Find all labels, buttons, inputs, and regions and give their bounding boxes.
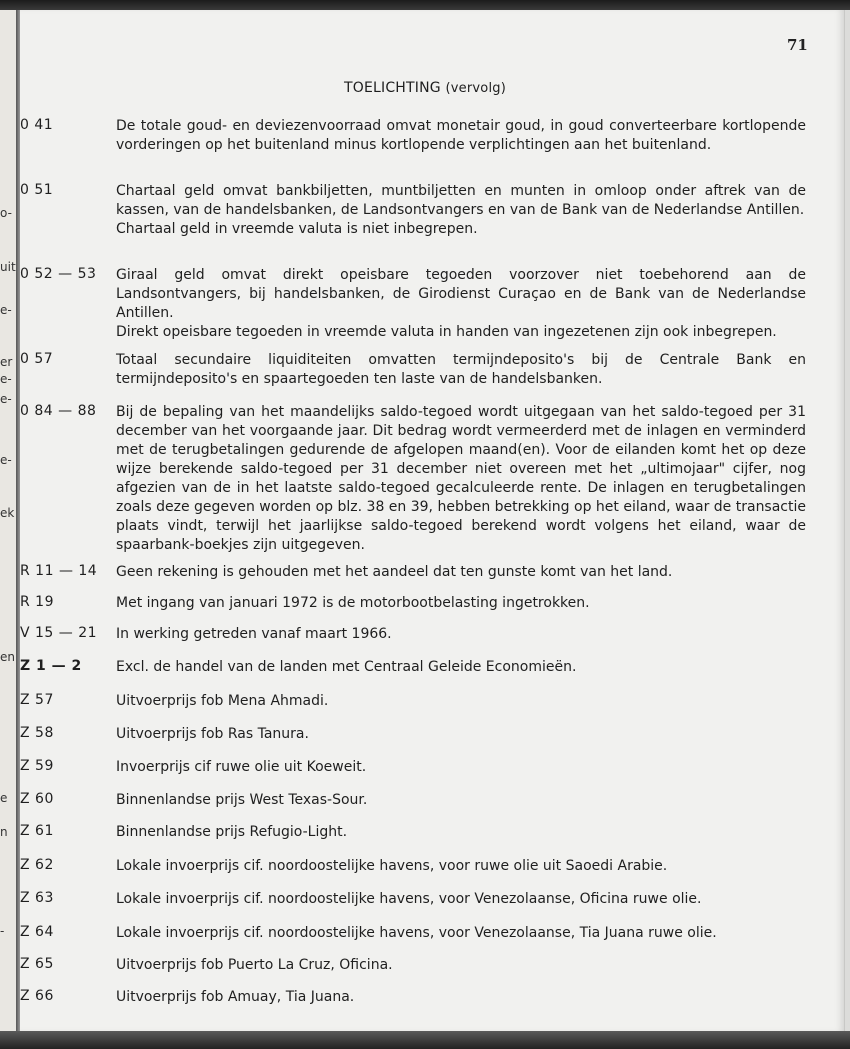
margin-fragment: e	[0, 791, 8, 805]
note-text	[116, 563, 806, 582]
note-text	[116, 692, 806, 711]
note-code: Z 66	[20, 988, 54, 1004]
page-number: 71	[787, 36, 808, 54]
note-code: Z 65	[20, 956, 54, 972]
note-code: 0 84 — 88	[20, 403, 97, 419]
note-text	[116, 791, 806, 810]
note-paragraph: Met ingang van januari 1972 is de motorbootbelasting ingetrokken.	[116, 595, 590, 611]
note-code: Z 62	[20, 857, 54, 873]
note-paragraph: Chartaal geld omvat bankbiljetten, muntbiljetten en munten in omloop onder aftrek van de kassen, van de handelsbanken, de Landsontvangers en van de Bank van de Nederlandse Antillen.	[116, 183, 806, 218]
note-code: V 15 — 21	[20, 625, 98, 641]
note-paragraph: Lokale invoerprijs cif. noordoostelijke havens, voor ruwe olie uit Saoedi Arabie.	[116, 858, 668, 874]
margin-fragment: e-	[0, 392, 12, 406]
note-text	[116, 625, 806, 644]
note-code: Z 64	[20, 924, 54, 940]
note-paragraph: In werking getreden vanaf maart 1966.	[116, 626, 392, 642]
note-text	[116, 594, 806, 613]
title-sub: (vervolg)	[445, 81, 506, 96]
note-code: 0 51	[20, 182, 54, 198]
note-paragraph: Lokale invoerprijs cif. noordoostelijke havens, voor Venezolaanse, Oficina ruwe olie.	[116, 891, 702, 907]
book-bottom-edge	[0, 1031, 850, 1049]
book-top-edge	[0, 0, 850, 10]
note-paragraph: Binnenlandse prijs West Texas-Sour.	[116, 792, 368, 808]
page-stack-edge	[844, 10, 850, 1031]
note-code: 0 52 — 53	[20, 266, 97, 282]
note-code: Z 61	[20, 823, 54, 839]
note-text	[116, 725, 806, 744]
margin-fragment: er	[0, 355, 13, 369]
note-text	[116, 351, 806, 389]
note-paragraph: Invoerprijs cif ruwe olie uit Koeweit.	[116, 759, 367, 775]
note-paragraph: Giraal geld omvat direkt opeisbare tegoeden voorzover niet toebehorend aan de Landsontvangers, bij handelsbanken, de Girodienst Curaçao en de Bank van de Nederlandse Antillen.	[116, 267, 806, 321]
note-text	[116, 403, 806, 555]
note-paragraph: Direkt opeisbare tegoeden in vreemde valuta in handen van ingezetenen zijn ook inbegrepen.	[116, 324, 777, 340]
note-paragraph: Chartaal geld in vreemde valuta is niet inbegrepen.	[116, 221, 478, 237]
note-text	[116, 890, 806, 909]
note-code: 0 57	[20, 351, 54, 367]
margin-fragment: o-	[0, 206, 12, 220]
note-paragraph: De totale goud- en deviezenvoorraad omvat monetair goud, in goud converteerbare kortlopende vorderingen op het buitenland minus kortlopende verplichtingen aan het buitenland.	[116, 118, 806, 153]
note-paragraph: Uitvoerprijs fob Mena Ahmadi.	[116, 693, 329, 709]
note-paragraph: Uitvoerprijs fob Ras Tanura.	[116, 726, 309, 742]
margin-fragment: -	[0, 924, 5, 938]
margin-fragment: e-	[0, 372, 12, 386]
title-main: TOELICHTING	[343, 80, 441, 96]
note-code: Z 63	[20, 890, 54, 906]
note-code: Z 1 — 2	[20, 658, 82, 674]
note-paragraph: Bij de bepaling van het maandelijks saldo-tegoed wordt uitgegaan van het saldo-tegoed per 31 december van het voorgaande jaar. Dit bedrag wordt vermeerderd met de inlagen en verminderd met de terugbetalingen gedurende de afgelopen maand(en). Voor de eilanden komt het op deze wijze berekende saldo-tegoed per 31 december niet overeen met het „ultimojaar" cijfer, nog afgezien van de in het laatste saldo-tegoed gecalculeerde rente. De inlagen en terugbetalingen zoals deze gegeven worden op blz. 38 en 39, hebben betrekking op het eiland, waar de transactie plaats vindt, terwijl het jaarlijkse saldo-tegoed berekend wordt volgens het eiland, waar de spaarbank-boekjes zijn uitgegeven.	[116, 404, 806, 553]
note-paragraph: Uitvoerprijs fob Amuay, Tia Juana.	[116, 989, 355, 1005]
note-code: R 11 — 14	[20, 563, 98, 579]
note-code: Z 60	[20, 791, 54, 807]
note-paragraph: Uitvoerprijs fob Puerto La Cruz, Oficina.	[116, 957, 393, 973]
note-paragraph: Geen rekening is gehouden met het aandeel dat ten gunste komt van het land.	[116, 564, 673, 580]
note-text	[116, 182, 806, 239]
note-text	[116, 988, 806, 1007]
margin-fragment: e-	[0, 453, 12, 467]
note-code: Z 59	[20, 758, 54, 774]
page-title	[20, 80, 830, 96]
note-paragraph: Binnenlandse prijs Refugio-Light.	[116, 824, 348, 840]
note-text	[116, 857, 806, 876]
note-paragraph: Totaal secundaire liquiditeiten omvatten termijndeposito's bij de Centrale Bank en termijndeposito's en spaartegoeden ten laste van de handelsbanken.	[116, 352, 806, 387]
margin-fragment: uit	[0, 260, 16, 274]
note-text	[116, 924, 806, 943]
margin-fragment: n	[0, 825, 8, 839]
note-text	[116, 956, 806, 975]
note-paragraph: Lokale invoerprijs cif. noordoostelijke havens, voor Venezolaanse, Tia Juana ruwe olie.	[116, 925, 717, 941]
document-page	[20, 10, 844, 1031]
note-text	[116, 758, 806, 777]
note-text	[116, 658, 806, 677]
margin-fragment: ek	[0, 506, 15, 520]
margin-fragment: e-	[0, 303, 12, 317]
note-code: Z 58	[20, 725, 54, 741]
note-paragraph: Excl. de handel van de landen met Centraal Geleide Economieën.	[116, 659, 577, 675]
note-code: 0 41	[20, 117, 54, 133]
note-code: R 19	[20, 594, 54, 610]
note-code: Z 57	[20, 692, 54, 708]
note-text	[116, 823, 806, 842]
note-text	[116, 266, 806, 342]
margin-fragment: en	[0, 650, 15, 664]
note-text	[116, 117, 806, 155]
